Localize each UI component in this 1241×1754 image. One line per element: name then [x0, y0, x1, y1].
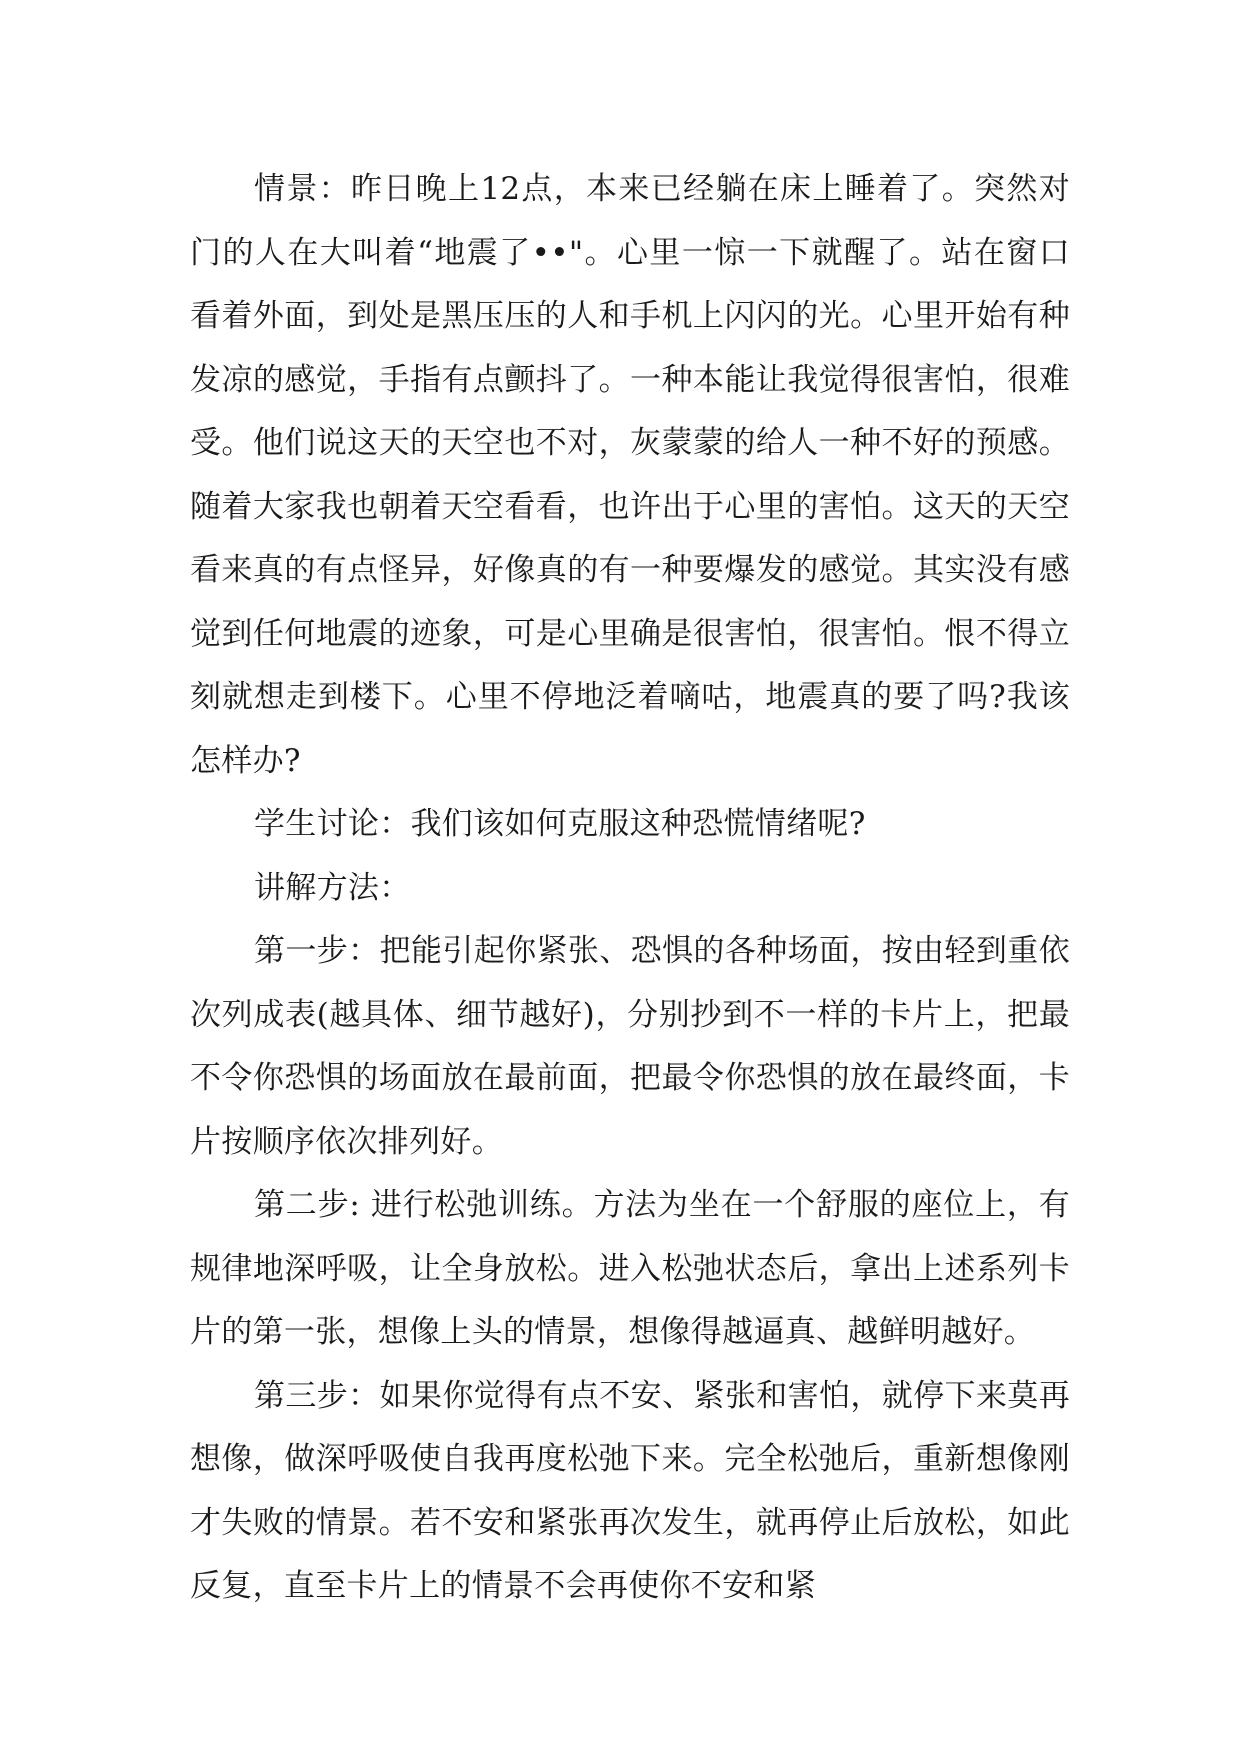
paragraph-method-heading: 讲解方法：: [254, 869, 411, 906]
paragraph-step-three: 第三步：如果你觉得有点不安、紧张和害怕，就停下来莫再想像，做深呼吸使自我再度松弛下来。完全松弛后，重新想像刚才失败的情景。若不安和紧张再次发生，就再停止后放松，如此反复，直至卡片上的情景不会再使你不安和紧: [190, 1377, 1070, 1604]
paragraph-scenario: 情景：昨日晚上12点，本来已经躺在床上睡着了。突然对门的人在大叫着“地震了••"。心里一惊一下就醒了。站在窗口看着外面，到处是黑压压的人和手机上闪闪的光。心里开始有种发凉的感觉，手指有点颤抖了。一种本能让我觉得很害怕，很难受。他们说这天的天空也不对，灰蒙蒙的给人一种不好的预感。随着大家我也朝着天空看看，也许出于心里的害怕。这天的天空看来真的有点怪异，好像真的有一种要爆发的感觉。其实没有感觉到任何地震的迹象，可是心里确是很害怕，很害怕。恨不得立刻就想走到楼下。心里不停地泛着嘀咕，地震真的要了吗?我该怎样办?: [190, 171, 1070, 779]
paragraph-step-one: 第一步：把能引起你紧张、恐惧的各种场面，按由轻到重依次列成表(越具体、细节越好)，分别抄到不一样的卡片上，把最不令你恐惧的场面放在最前面，把最令你恐惧的放在最终面，卡片按顺序依次排列好。: [190, 933, 1070, 1160]
document-body: [190, 158, 1070, 1619]
paragraph-student-discussion: 学生讨论：我们该如何克服这种恐慌情绪呢?: [254, 806, 866, 842]
paragraph-step-two: 第二步: 进行松弛训练。方法为坐在一个舒服的座位上，有规律地深呼吸，让全身放松。进入松弛状态后，拿出上述系列卡片的第一张，想像上头的情景，想像得越逼真、越鲜明越好。: [190, 1187, 1070, 1350]
